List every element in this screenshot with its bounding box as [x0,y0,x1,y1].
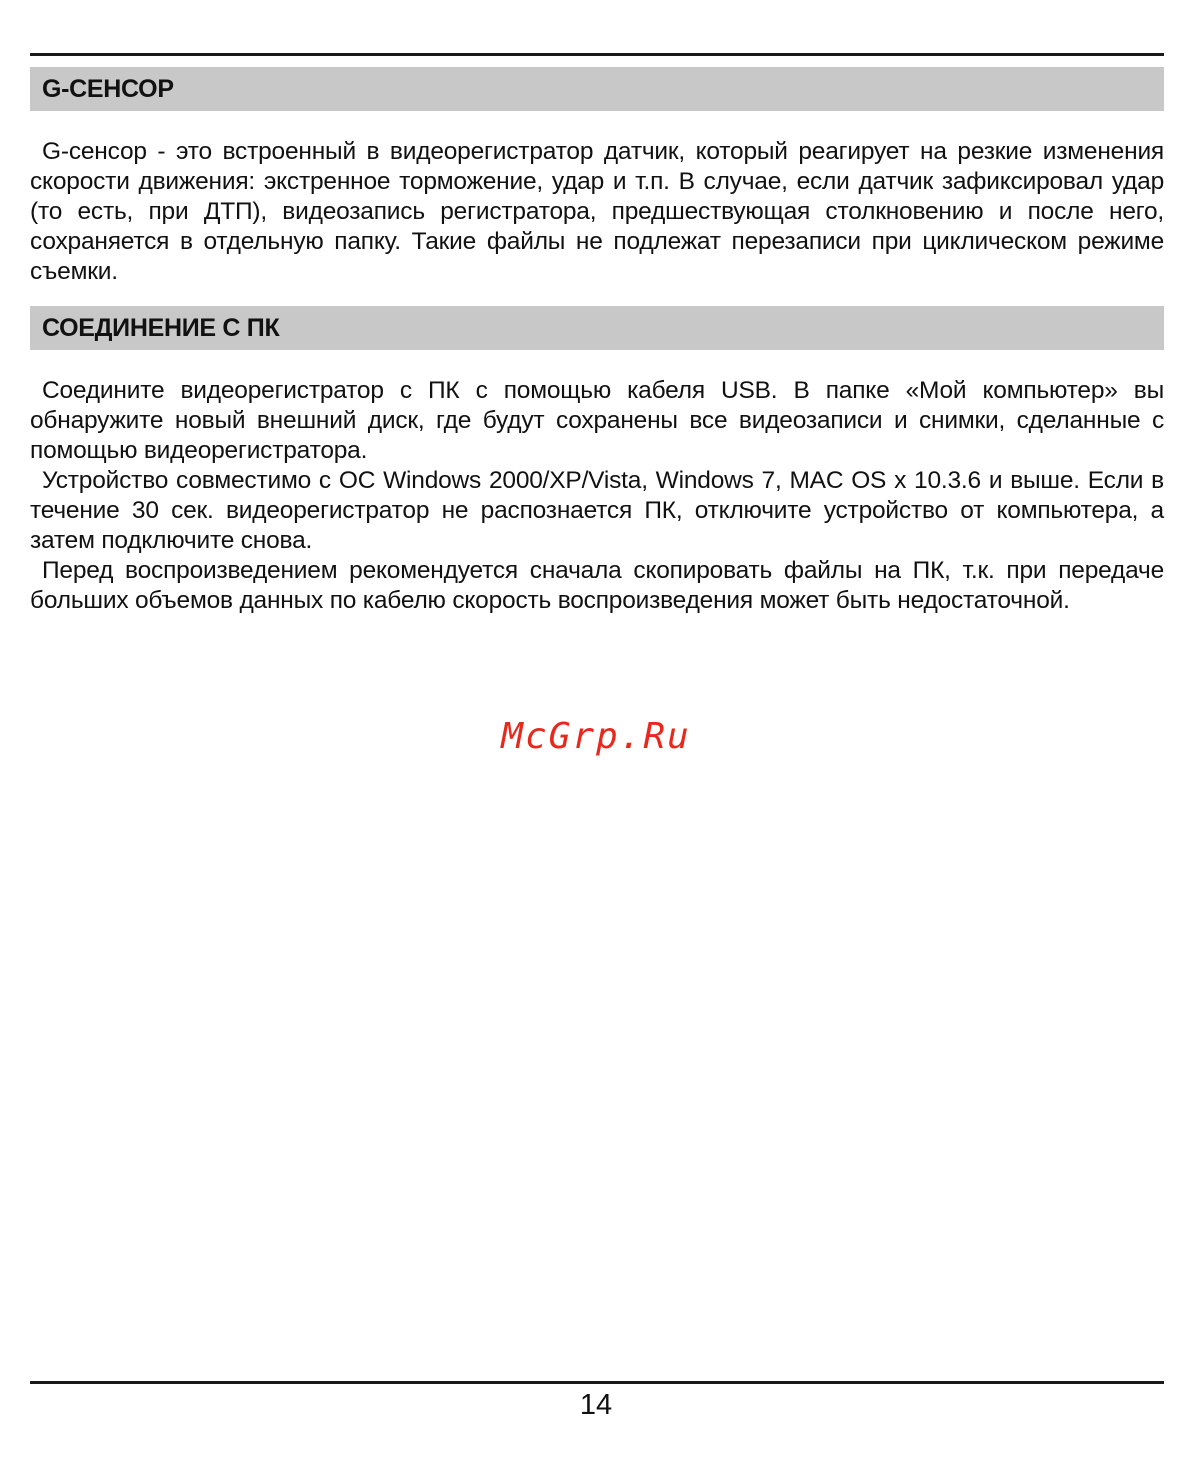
paragraph: Соедините видеорегистратор с ПК с помощью кабеля USB. В папке «Мой компьютер» вы обнаружите новый внешний диск, где будут сохранены все видеозаписи и снимки, сделанные с помощью видеорегистратора. [30,377,1164,464]
section-header-pc-connection: СОЕДИНЕНИЕ С ПК [30,306,1164,350]
section-body-pc-connection [30,376,1164,616]
paragraph: Устройство совместимо с ОС Windows 2000/XP/Vista, Windows 7, MAC OS x 10.3.6 и выше. Если в течение 30 сек. видеорегистратор не распознается ПК, отключите устройство от компьютера, а затем подключите снова. [30,467,1164,554]
paragraph: G-сенсор - это встроенный в видеорегистратор датчик, который реагирует на резкие изменения скорости движения: экстренное торможение, удар и т.п. В случае, если датчик зафиксировал удар (то есть, при ДТП), видеозапись регистратора, предшествующая столкновению и после него, сохраняется в отдельную папку. Такие файлы не подлежат перезаписи при циклическом режиме съемки. [30,138,1164,285]
section-header-g-sensor: G-СЕНСОР [30,67,1164,111]
paragraph: Перед воспроизведением рекомендуется сначала скопировать файлы на ПК, т.к. при передаче больших объемов данных по кабелю скорость воспроизведения может быть недостаточной. [30,557,1164,614]
bottom-rule [30,1381,1164,1384]
top-rule [30,53,1164,56]
page-number: 14 [579,1389,613,1421]
watermark: McGrp.Ru [501,716,691,757]
section-body-g-sensor [30,137,1164,287]
